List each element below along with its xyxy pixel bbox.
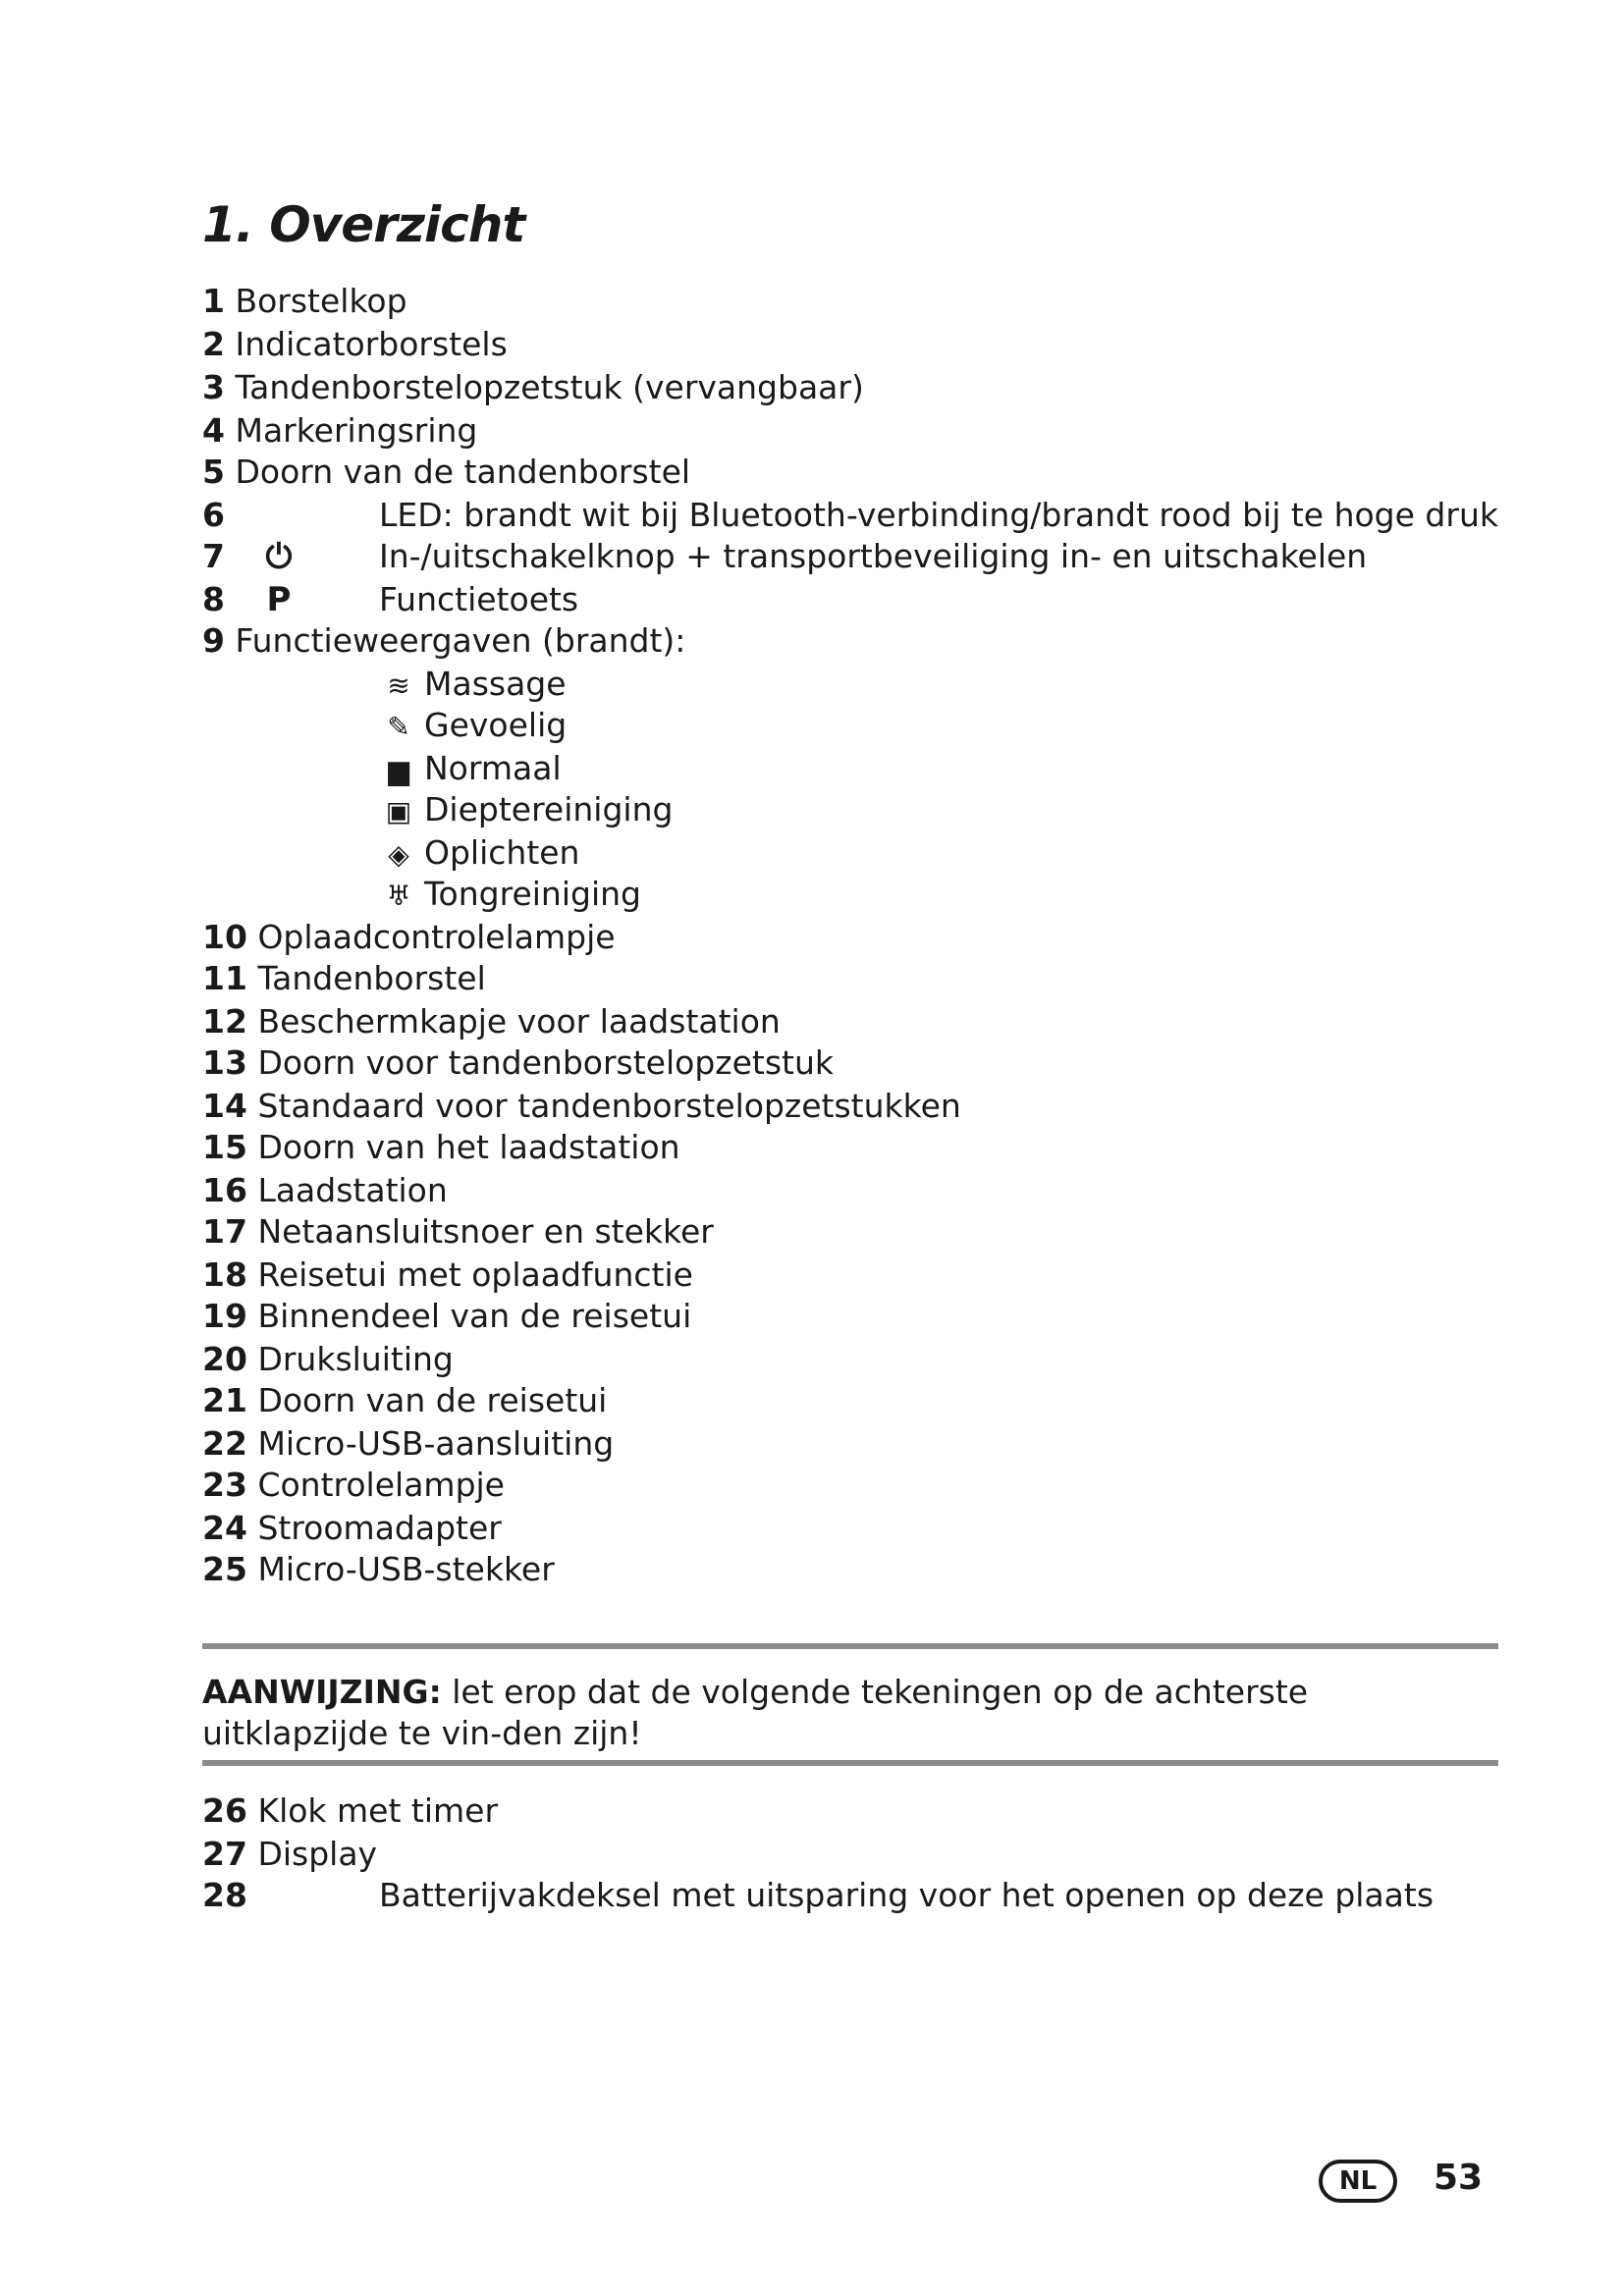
note-top-rule bbox=[202, 1643, 1498, 1649]
note-label: AANWIJZING: bbox=[202, 1673, 442, 1711]
list-item-13: 13 Doorn voor tandenborstelopzetstuk bbox=[202, 1043, 834, 1082]
list-item-11: 11 Tandenborstel bbox=[202, 959, 486, 997]
mode-normaal: ▆ Normaal bbox=[379, 748, 562, 789]
sensitive-icon: ✎ bbox=[387, 711, 410, 743]
page-number: 53 bbox=[1434, 2158, 1484, 2198]
list-item-8: 8 P Functietoets bbox=[202, 580, 579, 619]
whitening-icon: ◈ bbox=[388, 838, 409, 871]
list-item-12: 12 Beschermkapje voor laadstation bbox=[202, 1002, 781, 1041]
list-item-10: 10 Oplaadcontrolelampje bbox=[202, 918, 616, 956]
note-box bbox=[202, 1672, 1498, 1754]
list-item-24: 24 Stroomadapter bbox=[202, 1509, 502, 1547]
list-item-18: 18 Reisetui met oplaadfunctie bbox=[202, 1255, 693, 1294]
list-item-6: 6 LED: brandt wit bij Bluetooth-verbinding/brandt rood bij te hoge druk bbox=[202, 496, 1498, 534]
power-icon: ⏻ bbox=[265, 537, 293, 576]
list-item-28: 28 Batterijvakdeksel met uitsparing voor het openen op deze plaats bbox=[202, 1876, 1435, 1914]
mode-gevoelig: ✎ Gevoelig bbox=[379, 705, 567, 746]
list-item-16: 16 Laadstation bbox=[202, 1171, 448, 1209]
list-item-27: 27 Display bbox=[202, 1835, 378, 1873]
list-item-17: 17 Netaansluitsnoer en stekker bbox=[202, 1212, 714, 1251]
list-item-6-text: LED: brandt wit bij Bluetooth-verbinding/brandt rood bij te hoge druk bbox=[379, 496, 1498, 534]
list-item-26: 26 Klok met timer bbox=[202, 1791, 499, 1830]
list-item-21: 21 Doorn van de reisetui bbox=[202, 1381, 608, 1419]
list-item-19: 19 Binnendeel van de reisetui bbox=[202, 1297, 692, 1335]
tooth-icon: ▆ bbox=[388, 754, 409, 786]
list-item-7: 7 ⏻ In-/uitschakelknop + transportbeveiliging in- en uitschakelen bbox=[202, 537, 1368, 576]
list-item-3: 3 Tandenborstelopzetstuk (vervangbaar) bbox=[202, 368, 864, 406]
mode-oplichten: ◈ Oplichten bbox=[379, 832, 579, 874]
tongue-icon: ♅ bbox=[386, 880, 411, 912]
list-item-9: 9 Functieweergaven (brandt): bbox=[202, 621, 686, 660]
list-item-23: 23 Controlelampje bbox=[202, 1466, 505, 1504]
deep-clean-icon: ▣ bbox=[385, 795, 412, 828]
list-item-2: 2 Indicatorborstels bbox=[202, 325, 508, 363]
list-item-4: 4 Markeringsring bbox=[202, 411, 478, 450]
list-item-14: 14 Standaard voor tandenborstelopzetstukken bbox=[202, 1087, 961, 1125]
list-item-22: 22 Micro-USB-aansluiting bbox=[202, 1424, 615, 1463]
mode-dieptereiniging: ▣ Dieptereiniging bbox=[379, 789, 673, 830]
mode-massage: ≋ Massage bbox=[379, 664, 567, 705]
note-bottom-rule bbox=[202, 1760, 1498, 1766]
list-item-20: 20 Druksluiting bbox=[202, 1340, 454, 1378]
list-item-5: 5 Doorn van de tandenborstel bbox=[202, 453, 691, 491]
page-title: 1. Overzicht bbox=[202, 196, 525, 253]
language-badge: NL bbox=[1319, 2160, 1397, 2203]
massage-icon: ≋ bbox=[387, 669, 410, 702]
list-item-15: 15 Doorn van het laadstation bbox=[202, 1128, 680, 1166]
function-p-icon: P bbox=[266, 580, 292, 619]
mode-tongreiniging: ♅ Tongreiniging bbox=[379, 874, 641, 915]
list-item-25: 25 Micro-USB-stekker bbox=[202, 1550, 555, 1588]
note-text: let erop dat de volgende tekeningen op de achterste uitklapzijde te vin-den zijn! bbox=[202, 1673, 1309, 1752]
list-item-1: 1 Borstelkop bbox=[202, 282, 407, 320]
